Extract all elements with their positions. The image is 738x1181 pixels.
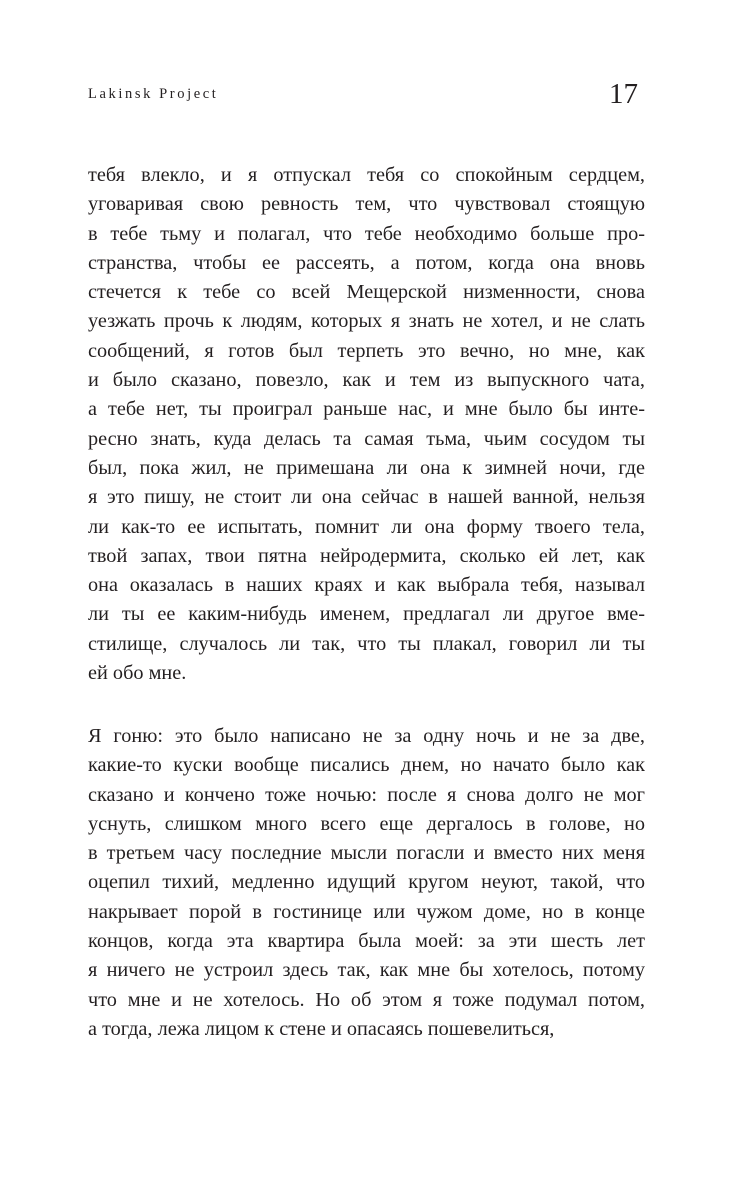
text-line: сказано и кончено тоже ночью: после я снова долго не мог [88,783,645,806]
text-line: накрывает порой в гостинице или чужом доме, но в конце [88,900,645,923]
page-number: 17 [609,78,638,110]
paragraph-2 [88,722,645,1044]
running-title: Lakinsk Project [88,86,219,102]
text-line: сообщений, я готов был терпеть это вечно, но мне, как [88,339,645,362]
text-line: она оказалась в наших краях и как выбрала тебя, называл [88,574,645,597]
text-line: Я гоню: это было написано не за одну ночь и не за две, [88,725,645,747]
text-line: ей обо мне. [88,662,187,685]
text-line: ли ты ее каким-нибудь именем, предлагал ли другое вме- [88,603,645,626]
text-line: был, пока жил, не примешана ли она к зимней ночи, где [88,456,645,479]
text-line: уснуть, слишком много всего еще дергалось в голове, но [88,812,645,835]
text-line: я ничего не устроил здесь так, как мне бы хотелось, потому [88,959,645,982]
text-line: ресно знать, куда делась та самая тьма, чьим сосудом ты [88,427,645,450]
text-line: ли как-то ее испытать, помнит ли она форму твоего тела, [88,515,645,538]
text-line: а тебе нет, ты проиграл раньше нас, и мне было бы инте- [88,398,645,421]
text-line: уезжать прочь к людям, которых я знать не хотел, и не слать [88,310,645,333]
text-line: я это пишу, не стоит ли она сейчас в нашей ванной, нельзя [88,486,645,509]
text-line: твой запах, твои пятна нейродермита, сколько ей лет, как [88,544,645,567]
text-line: в тебе тьму и полагал, что тебе необходимо больше про- [88,222,645,245]
text-line: тебя влекло, и я отпускал тебя со спокойным сердцем, [88,164,645,186]
text-line: и было сказано, повезло, как и тем из выпускного чата, [88,369,645,392]
text-line: концов, когда эта квартира была моей: за эти шесть лет [88,930,645,953]
text-line: в третьем часу последние мысли погасли и вместо них меня [88,842,645,865]
text-line: уговаривая свою ревность тем, что чувствовал стоящую [88,193,645,216]
text-line: оцепил тихий, медленно идущий кругом неуют, такой, что [88,871,645,894]
text-line: а тогда, лежа лицом к стене и опасаясь пошевелиться, [88,1017,555,1040]
text-line: странства, чтобы ее рассеять, а потом, когда она вновь [88,251,645,274]
text-line: стечется к тебе со всей Мещерской низменности, снова [88,281,645,304]
text-line: какие-то куски вообще писались днем, но начато было как [88,754,645,777]
text-line: что мне и не хотелось. Но об этом я тоже подумал потом, [88,988,645,1011]
text-line: стилище, случалось ли так, что ты плакал, говорил ли ты [88,632,645,655]
paragraph-1 [88,161,645,688]
